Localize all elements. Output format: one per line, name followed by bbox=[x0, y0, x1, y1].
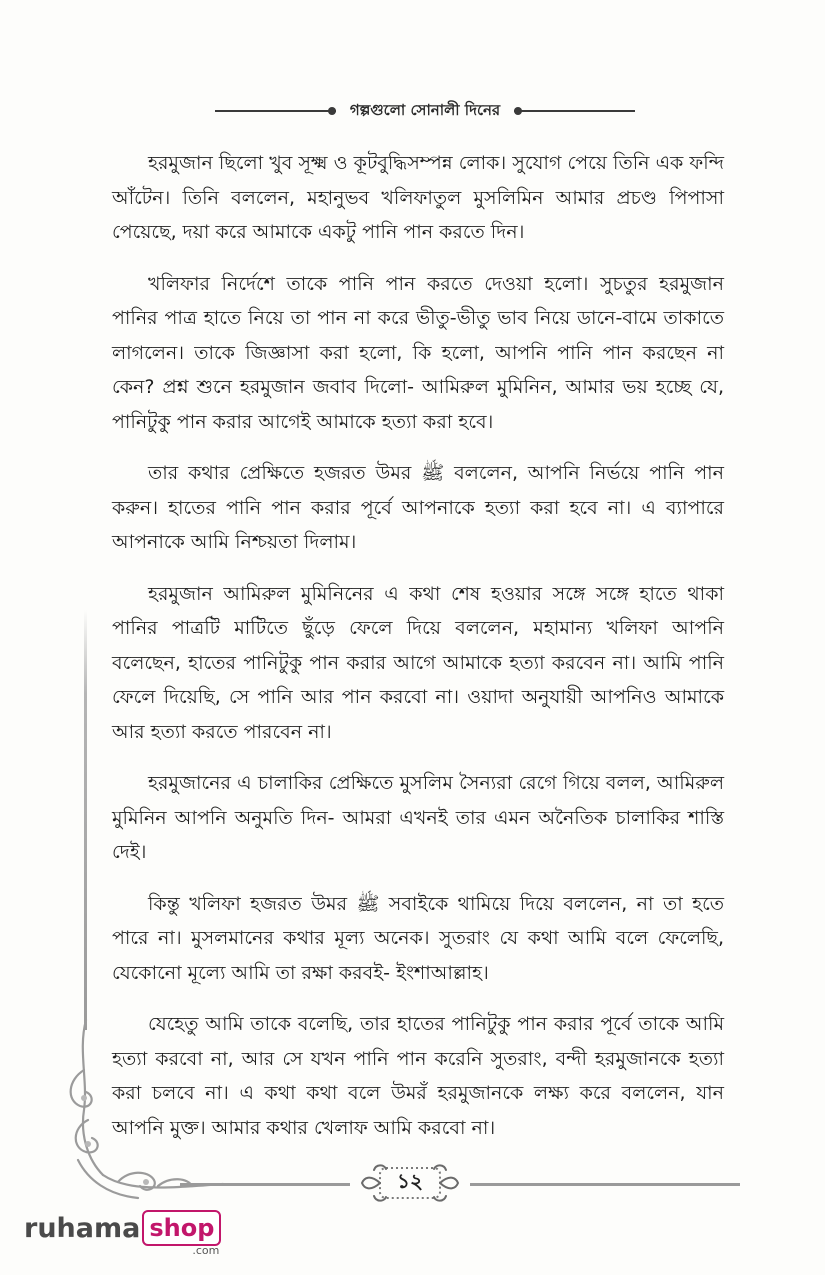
page-number: ১২ bbox=[397, 1168, 423, 1193]
paragraph-5: হরমুজানের এ চালাকির প্রেক্ষিতে মুসলিম সৈন্যরা রেগে গিয়ে বলল, আমিরুল মুমিনিন আপনি অনুমতি দিন- আমরা এখনই তার এমন অনৈতিক চালাকির শাস্তি দেই। bbox=[112, 772, 724, 863]
header-rule-right bbox=[514, 110, 635, 112]
paragraph-3: তার কথার প্রেক্ষিতে হজরত উমর ﷺ বললেন, আপনি নির্ভয়ে পানি পান করুন। হাতের পানি পান করার পূর্বে আপনাকে হত্যা করা হবে না। এ ব্যাপারে আপনাকে আমি নিশ্চয়তা দিলাম। bbox=[112, 462, 724, 553]
decorative-side-rule bbox=[84, 610, 87, 1030]
page-number-frame bbox=[358, 1160, 462, 1206]
running-header-title: গল্পগুলো সোনালী দিনের bbox=[349, 100, 501, 119]
watermark-shop-wrap bbox=[142, 1210, 221, 1257]
running-header bbox=[215, 96, 635, 126]
paragraph-1: হরমুজান ছিলো খুব সূক্ষ্ম ও কূটবুদ্ধিসম্পন্ন লোক। সুযোগ পেয়ে তিনি এক ফন্দি আঁটেন। তিনি বললেন, মহানুভব খলিফাতুল মুসলিমিন আমার প্রচণ্ড পিপাসা পেয়েছে, দয়া করে আমাকে একটু পানি পান করতে দিন। bbox=[112, 152, 724, 243]
watermark-domain: .com bbox=[192, 1244, 220, 1257]
paragraph-7: যেহেতু আমি তাকে বলেছি, তার হাতের পানিটুকু পান করার পূর্বে তাকে আমি হত্যা করবো না, আর সে যখন পানি পান করেনি সুতরাং, বন্দী হরমুজানকে হত্যা করা চলবে না। এ কথা কথা বলে উমরঁ হরমুজানকে লক্ষ্য করে বললেন, যান আপনি মুক্ত। আমার কথার খেলাফ আমি করবো না। bbox=[112, 1013, 724, 1139]
footer-rule-right bbox=[470, 1183, 740, 1186]
floral-ornament-icon bbox=[58, 1010, 228, 1210]
watermark-shop: shop bbox=[142, 1210, 221, 1246]
paragraph-4: হরমুজান আমিরুল মুমিনিনের এ কথা শেষ হওয়ার সঙ্গে সঙ্গে হাতে থাকা পানির পাত্রটি মাটিতে ছুঁড়ে ফেলে দিয়ে বললেন, মহামান্য খলিফা আপনি বলেছেন, হাতের পানিটুকু পান করার আগে আমাকে হত্যা করবেন না। আমি পানি ফেলে দিয়েছি, সে পানি আর পান করবো না। ওয়াদা অনুযায়ী আপনিও আমাকে আর হত্যা করতে পারবেন না। bbox=[112, 582, 724, 743]
header-rule-left bbox=[215, 110, 336, 112]
ruhamashop-watermark-logo bbox=[24, 1210, 221, 1260]
paragraph-6: কিন্তু খলিফা হজরত উমর ﷺ সবাইকে থামিয়ে দিয়ে বললেন, না তা হতে পারে না। মুসলমানের কথার মূল্য অনেক। সুতরাং যে কথা আমি বলে ফেলেছি, যেকোনো মূল্যে আমি তা রক্ষা করবই- ইংশাআল্লাহ। bbox=[112, 892, 724, 984]
watermark-brand: ruhama bbox=[24, 1213, 141, 1244]
paragraph-2: খলিফার নির্দেশে তাকে পানি পান করতে দেওয়া হলো। সুচতুর হরমুজান পানির পাত্র হাতে নিয়ে তা পান না করে ভীতু-ভীতু ভাব নিয়ে ডানে-বামে তাকাতে লাগলেন। তাকে জিজ্ঞাসা করা হলো, কি হলো, আপনি পানি পান করছেন না কেন? প্রশ্ন শুনে হরমুজান জবাব দিলো- আমিরুল মুমিনিন, আমার ভয় হচ্ছে যে, পানিটুকু পান করার আগেই আমাকে হত্যা করা হবে। bbox=[112, 272, 724, 433]
footer-rule-left bbox=[180, 1183, 350, 1186]
